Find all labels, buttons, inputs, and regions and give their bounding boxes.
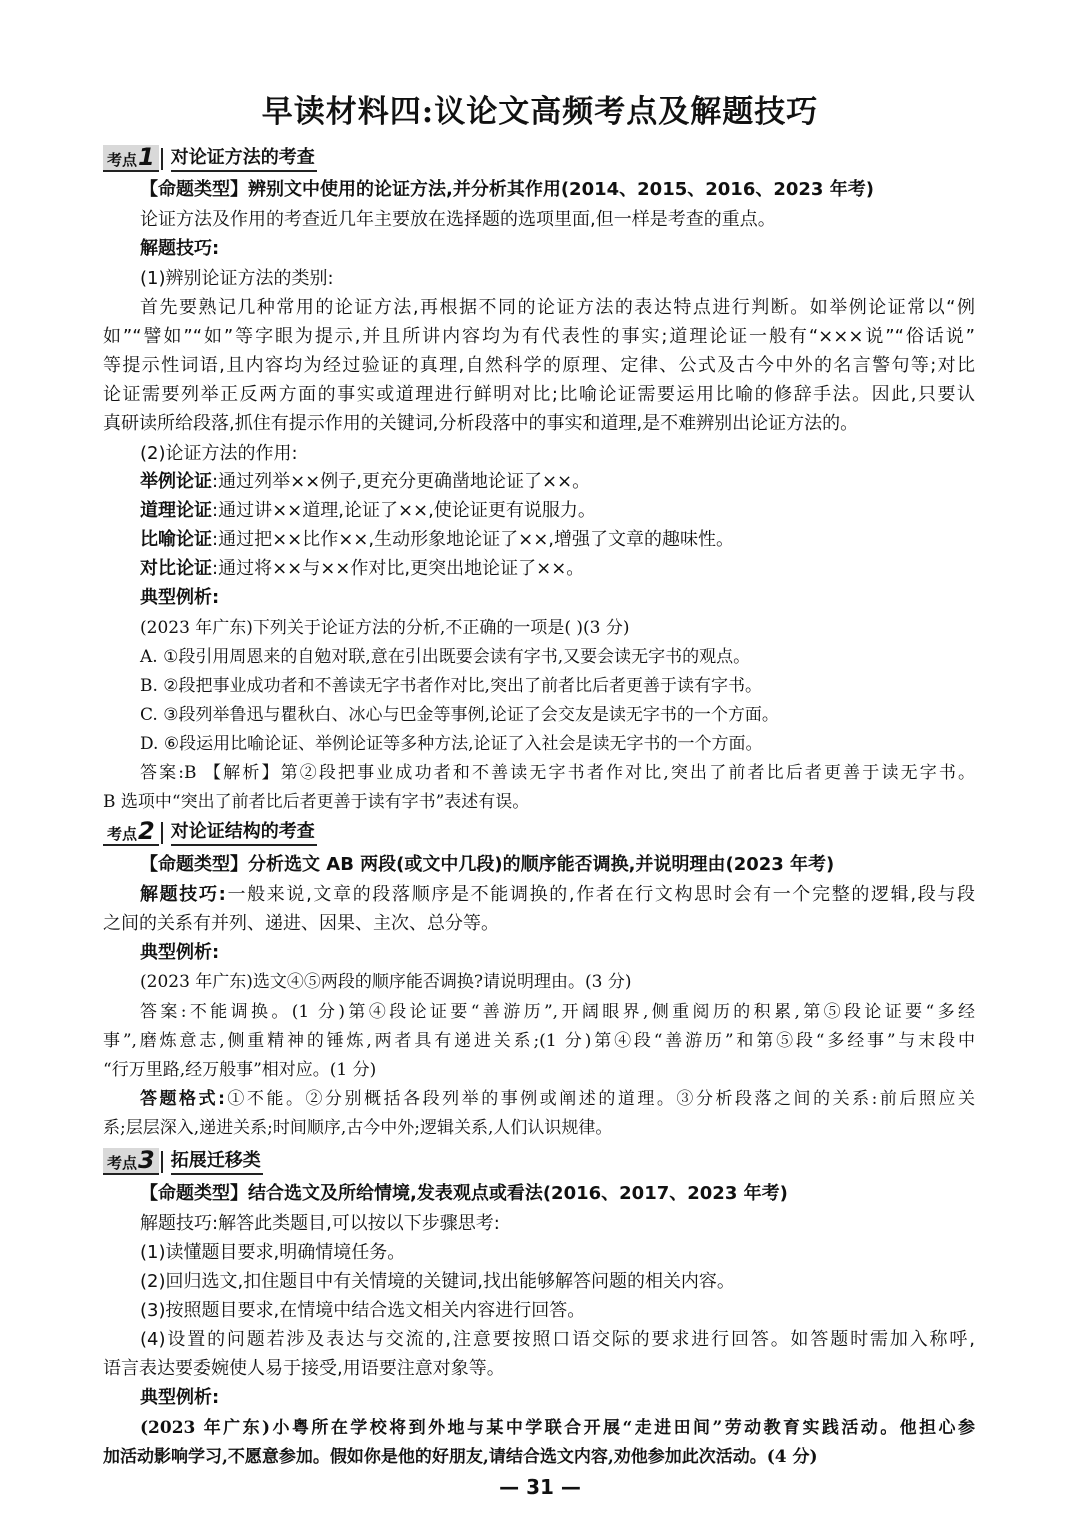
text-line: 论证需要列举正反两方面的事实或道理进行鲜明对比;比喻论证需要运用比喻的修辞手法。因此,只要认	[103, 384, 975, 405]
skill-label: 解题技巧:	[140, 884, 226, 905]
text-line: 语言表达要委婉使人易于接受,用语要注意对象等。	[103, 1358, 505, 1379]
answer-line: “行万里路,经万般事”相对应。(1 分)	[103, 1060, 377, 1080]
answer-format	[140, 1087, 975, 1111]
method-desc: :通过讲××道理,论证了××,使论证更有说服力。	[212, 500, 596, 521]
section-2-heading	[103, 818, 317, 846]
option-c: C. ③段列举鲁迅与瞿秋白、冰心与巴金等事例,论证了会交友是读无字书的一个方面。	[140, 705, 779, 725]
divider	[161, 148, 163, 170]
divider	[161, 822, 163, 844]
method-name: 道理论证	[140, 500, 212, 521]
method-name: 对比论证	[140, 558, 212, 579]
kaodian-label: 考点	[107, 825, 138, 843]
answer-line: 答案:B 【解析】第②段把事业成功者和不善读无字书者作对比,突出了前者比后者更善于读无字书。	[140, 763, 975, 783]
step-item: (4)设置的问题若涉及表达与交流的,注意要按照口语交际的要求进行回答。如答题时需加入称呼,	[140, 1329, 975, 1350]
text-line: 如”“譬如”“如”等字眼为提示,并且所讲内容均为有代表性的事实;道理论证一般有“×××说”“俗话说”	[103, 326, 975, 347]
text-line: 等提示性词语,且内容均为经过验证的真理,自然科学的原理、定律、公式及古今中外的名言警句等;对比	[103, 355, 975, 376]
subheading: 典型例析:	[140, 942, 220, 963]
kaodian-number: 1	[138, 143, 155, 171]
option-d: D. ⑥段运用比喻论证、举例论证等多种方法,论证了入社会是读无字书的一个方面。	[140, 734, 763, 754]
example-question: (2023 年广东)下列关于论证方法的分析,不正确的一项是( )(3 分)	[140, 618, 630, 638]
text-line: 之间的关系有并列、递进、因果、主次、总分等。	[103, 913, 499, 934]
kaodian-badge	[103, 145, 159, 172]
subheading: 解题技巧:	[140, 238, 220, 259]
method-item	[140, 470, 590, 494]
text-line	[140, 883, 975, 907]
method-item	[140, 557, 584, 581]
answer-line: B 选项中“突出了前者比后者更善于读有字书”表述有误。	[103, 792, 530, 812]
kaodian-number: 3	[138, 1146, 155, 1174]
kaodian-number: 2	[138, 817, 155, 845]
answer-line: 事”,磨炼意志,侧重精神的锤炼,两者具有递进关系;(1 分)第④段“善游历”和第⑤段“多经事”与末段中	[103, 1031, 975, 1051]
method-name: 比喻论证	[140, 529, 212, 550]
step-item: (1)读懂题目要求,明确情境任务。	[140, 1242, 406, 1263]
page-number: — 31 —	[499, 1475, 581, 1499]
text-line: (1)辨别论证方法的类别:	[140, 268, 334, 289]
step-item: (3)按照题目要求,在情境中结合选文相关内容进行回答。	[140, 1300, 586, 1321]
subheading: 典型例析:	[140, 587, 220, 608]
section-1-heading	[103, 144, 317, 172]
answer-format: 系;层层深入,递进关系;时间顺序,古今中外;逻辑关系,人们认识规律。	[103, 1118, 613, 1138]
step-item: (2)回归选文,扣住题目中有关情境的关键词,找出能够解答问题的相关内容。	[140, 1271, 735, 1292]
kaodian-label: 考点	[107, 151, 138, 169]
method-desc: :通过将××与××作对比,更突出地论证了××。	[212, 558, 585, 579]
example-question: (2023 年广东)小粤所在学校将到外地与某中学联合开展“走进田间”劳动教育实践活动。他担心参	[140, 1418, 975, 1438]
kaodian-label: 考点	[107, 1154, 138, 1172]
divider	[161, 1151, 163, 1173]
method-name: 举例论证	[140, 471, 212, 492]
format-label: 答题格式:	[140, 1089, 225, 1109]
kaodian-badge	[103, 1148, 159, 1175]
text-line: 首先要熟记几种常用的论证方法,再根据不同的论证方法的表达特点进行判断。如举例论证常以“例	[140, 297, 975, 318]
option-a: A. ①段引用周恩来的自勉对联,意在引出既要会读有字书,又要会读无字书的观点。	[140, 647, 751, 667]
method-desc: :通过列举××例子,更充分更确凿地论证了××。	[212, 471, 591, 492]
question-type: 【命题类型】辨别文中使用的论证方法,并分析其作用(2014、2015、2016、2023 年考)	[140, 179, 874, 200]
subheading: 典型例析:	[140, 1387, 220, 1408]
text-line: (2)论证方法的作用:	[140, 443, 298, 464]
method-desc: :通过把××比作××,生动形象地论证了××,增强了文章的趣味性。	[212, 529, 734, 550]
method-item	[140, 528, 734, 552]
method-item	[140, 499, 596, 523]
example-question: 加活动影响学习,不愿意参加。假如你是他的好朋友,请结合选文内容,劝他参加此次活动。(4 分)	[103, 1447, 818, 1467]
option-b: B. ②段把事业成功者和不善读无字书者作对比,突出了前者比后者更善于读有字书。	[140, 676, 762, 696]
example-question: (2023 年广东)选文④⑤两段的顺序能否调换?请说明理由。(3 分)	[140, 972, 632, 992]
text-line: 真研读所给段落,抓住有提示作用的关键词,分析段落中的事实和道理,是不难辨别出论证方法的。	[103, 413, 859, 434]
text-line: 论证方法及作用的考查近几年主要放在选择题的选项里面,但一样是考查的重点。	[140, 209, 776, 230]
skill-text-visible: 一般来说,文章的段落顺序是不能调换的,作者在行文构思时会有一个完整的逻辑,段与段	[225, 884, 975, 905]
section-title: 对论证结构的考查	[171, 821, 317, 846]
text-line: 解题技巧:解答此类题目,可以按以下步骤思考:	[140, 1213, 500, 1234]
question-type: 【命题类型】分析选文 AB 两段(或文中几段)的顺序能否调换,并说明理由(2023 年考)	[140, 854, 835, 875]
page-title: 早读材料四:议论文高频考点及解题技巧	[261, 94, 819, 130]
question-type: 【命题类型】结合选文及所给情境,发表观点或看法(2016、2017、2023 年考)	[140, 1183, 788, 1204]
answer-line: 答案:不能调换。(1 分)第④段论证要“善游历”,开阔眼界,侧重阅历的积累,第⑤段论证要“多经	[140, 1002, 975, 1022]
format-text: ①不能。②分别概括各段列举的事例或阐述的道理。③分析段落之间的关系:前后照应关	[224, 1089, 975, 1109]
section-title: 拓展迁移类	[171, 1150, 263, 1175]
section-3-heading	[103, 1147, 263, 1175]
kaodian-badge	[103, 819, 159, 846]
section-title: 对论证方法的考查	[171, 147, 317, 172]
